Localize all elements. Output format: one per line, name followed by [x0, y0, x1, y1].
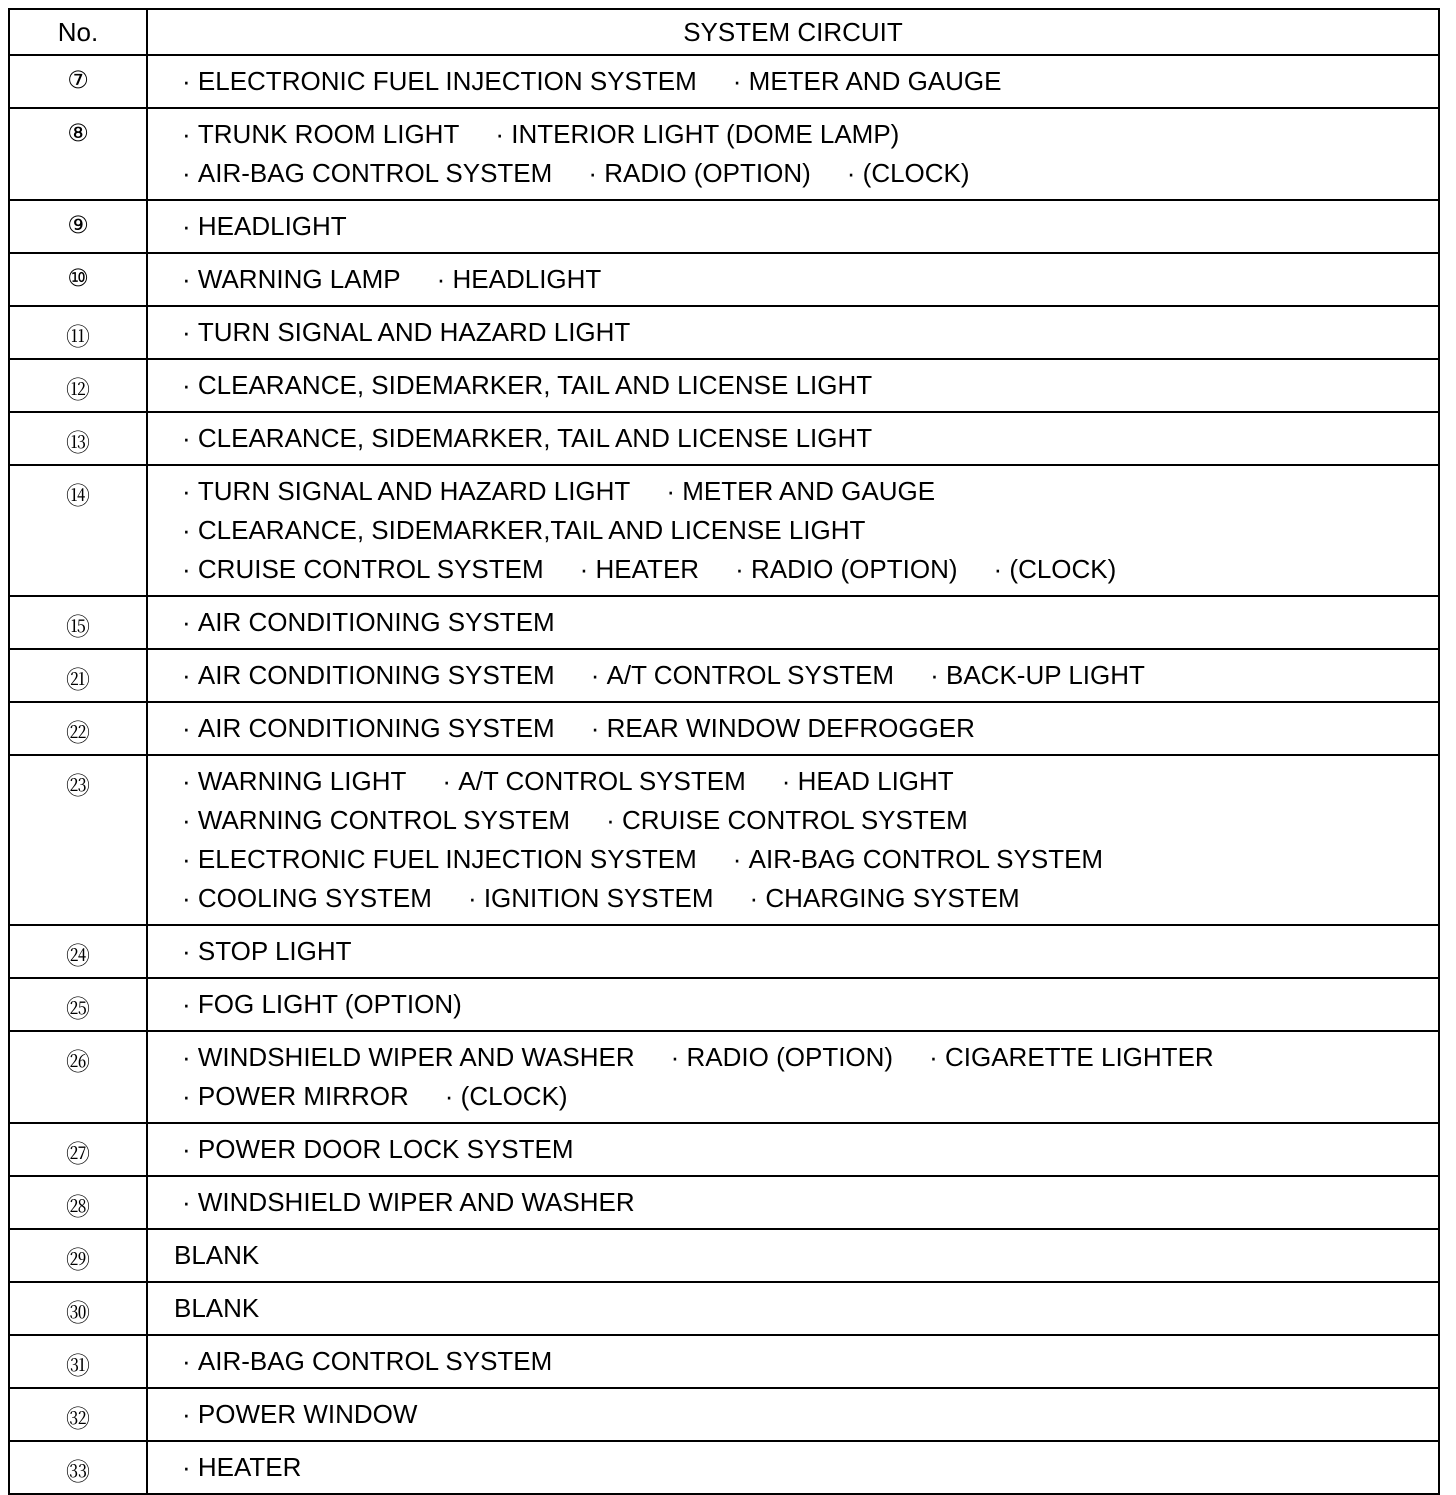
circuit-item: · CLEARANCE, SIDEMARKER, TAIL AND LICENSE LIGHT: [182, 366, 872, 405]
table-row: [9, 1229, 1439, 1282]
system-circuit-cell: [147, 412, 1439, 465]
circuit-line: [174, 1236, 1438, 1275]
circuit-item: · RADIO (OPTION): [671, 1038, 893, 1077]
circuit-item: · RADIO (OPTION): [735, 550, 957, 589]
table-row: [9, 649, 1439, 702]
fuse-number: ⑩: [9, 253, 147, 306]
circuit-item: · AIR CONDITIONING SYSTEM: [182, 709, 555, 748]
system-circuit-cell: [147, 1176, 1439, 1229]
circuit-line: [182, 932, 1438, 971]
circuit-item: · HEADLIGHT: [182, 207, 347, 246]
circuit-line: [182, 62, 1438, 101]
table-row: [9, 978, 1439, 1031]
table-row: [9, 755, 1439, 925]
circuit-line: [182, 1448, 1438, 1487]
circuit-line: [182, 1183, 1438, 1222]
table-row: [9, 306, 1439, 359]
circuit-line: [182, 1342, 1438, 1381]
system-circuit-cell: [147, 200, 1439, 253]
circuit-line: [182, 207, 1438, 246]
circuit-line: [182, 1130, 1438, 1169]
system-circuit-cell: [147, 465, 1439, 596]
system-circuit-cell: [147, 1441, 1439, 1494]
fuse-number: ㉛: [9, 1335, 147, 1388]
table-row: [9, 465, 1439, 596]
system-circuit-cell: [147, 596, 1439, 649]
circuit-item: · A/T CONTROL SYSTEM: [442, 762, 745, 801]
fuse-number: ⑧: [9, 108, 147, 200]
fuse-number: ㉓: [9, 755, 147, 925]
table-row: [9, 1123, 1439, 1176]
system-circuit-cell: [147, 702, 1439, 755]
fuse-number: ㉜: [9, 1388, 147, 1441]
circuit-item: · POWER WINDOW: [182, 1395, 417, 1434]
circuit-item: · FOG LIGHT (OPTION): [182, 985, 462, 1024]
circuit-item: · AIR-BAG CONTROL SYSTEM: [182, 1342, 552, 1381]
circuit-item: · CHARGING SYSTEM: [750, 879, 1020, 918]
circuit-line: [182, 419, 1438, 458]
column-header-system-circuit: SYSTEM CIRCUIT: [147, 9, 1439, 55]
circuit-item: · POWER DOOR LOCK SYSTEM: [182, 1130, 574, 1169]
blank-label: BLANK: [174, 1240, 260, 1270]
circuit-item: · TRUNK ROOM LIGHT: [182, 115, 459, 154]
circuit-item: · AIR-BAG CONTROL SYSTEM: [733, 840, 1103, 879]
table-body: [9, 55, 1439, 1494]
circuit-line: [182, 1077, 1438, 1116]
system-circuit-cell: [147, 925, 1439, 978]
circuit-item: · BACK-UP LIGHT: [930, 656, 1145, 695]
fuse-number: ㉔: [9, 925, 147, 978]
table-row: [9, 359, 1439, 412]
circuit-item: · CRUISE CONTROL SYSTEM: [606, 801, 968, 840]
system-circuit-cell: [147, 978, 1439, 1031]
circuit-item: · WARNING LIGHT: [182, 762, 406, 801]
circuit-item: · WARNING CONTROL SYSTEM: [182, 801, 570, 840]
circuit-line: [174, 1289, 1438, 1328]
circuit-item: · AIR CONDITIONING SYSTEM: [182, 656, 555, 695]
fuse-number: ㉘: [9, 1176, 147, 1229]
fuse-number: ㉙: [9, 1229, 147, 1282]
fuse-number: ㉖: [9, 1031, 147, 1123]
circuit-item: · COOLING SYSTEM: [182, 879, 432, 918]
circuit-item: · HEATER: [182, 1448, 301, 1487]
system-circuit-cell: [147, 359, 1439, 412]
system-circuit-cell: [147, 55, 1439, 108]
circuit-line: [182, 762, 1438, 801]
circuit-item: · METER AND GAUGE: [666, 472, 935, 511]
fuse-number: ㉝: [9, 1441, 147, 1494]
circuit-item: · HEATER: [580, 550, 699, 589]
fuse-number: ⑦: [9, 55, 147, 108]
circuit-line: [182, 366, 1438, 405]
table-row: [9, 55, 1439, 108]
circuit-line: [182, 154, 1438, 193]
circuit-item: · AIR-BAG CONTROL SYSTEM: [182, 154, 552, 193]
column-header-no: No.: [9, 9, 147, 55]
circuit-line: [182, 260, 1438, 299]
system-circuit-cell: [147, 108, 1439, 200]
circuit-line: [182, 115, 1438, 154]
table-row: [9, 253, 1439, 306]
circuit-item: · (CLOCK): [994, 550, 1117, 589]
circuit-line: [182, 603, 1438, 642]
circuit-item: · WINDSHIELD WIPER AND WASHER: [182, 1183, 635, 1222]
circuit-line: [182, 472, 1438, 511]
table-row: [9, 108, 1439, 200]
circuit-line: [182, 656, 1438, 695]
fuse-number: ㉑: [9, 649, 147, 702]
system-circuit-cell: [147, 306, 1439, 359]
circuit-line: [182, 985, 1438, 1024]
fuse-number: ⑬: [9, 412, 147, 465]
table-row: [9, 1441, 1439, 1494]
circuit-item: · AIR CONDITIONING SYSTEM: [182, 603, 555, 642]
circuit-line: [182, 511, 1438, 550]
fuse-number: ⑫: [9, 359, 147, 412]
table-row: [9, 412, 1439, 465]
circuit-item: · HEAD LIGHT: [782, 762, 954, 801]
fuse-number: ⑪: [9, 306, 147, 359]
circuit-item: · RADIO (OPTION): [588, 154, 810, 193]
fuse-circuit-table: [8, 8, 1440, 1495]
circuit-item: · TURN SIGNAL AND HAZARD LIGHT: [182, 313, 630, 352]
circuit-item: · CIGARETTE LIGHTER: [929, 1038, 1214, 1077]
circuit-item: · CLEARANCE, SIDEMARKER, TAIL AND LICENSE LIGHT: [182, 419, 872, 458]
circuit-item: · HEADLIGHT: [437, 260, 602, 299]
fuse-number: ⑮: [9, 596, 147, 649]
table-row: [9, 702, 1439, 755]
circuit-item: · CLEARANCE, SIDEMARKER,TAIL AND LICENSE LIGHT: [182, 511, 865, 550]
circuit-item: · ELECTRONIC FUEL INJECTION SYSTEM: [182, 62, 697, 101]
blank-label: BLANK: [174, 1293, 260, 1323]
fuse-number: ⑨: [9, 200, 147, 253]
table-row: [9, 925, 1439, 978]
circuit-line: [182, 801, 1438, 840]
system-circuit-cell: [147, 649, 1439, 702]
circuit-item: · REAR WINDOW DEFROGGER: [591, 709, 975, 748]
system-circuit-cell: [147, 755, 1439, 925]
table-row: [9, 1031, 1439, 1123]
circuit-item: · (CLOCK): [445, 1077, 568, 1116]
circuit-item: · CRUISE CONTROL SYSTEM: [182, 550, 544, 589]
system-circuit-cell: [147, 253, 1439, 306]
circuit-line: [182, 550, 1438, 589]
system-circuit-cell: [147, 1282, 1439, 1335]
table-row: [9, 1282, 1439, 1335]
fuse-number: ㉕: [9, 978, 147, 1031]
circuit-item: · STOP LIGHT: [182, 932, 352, 971]
table-row: [9, 1176, 1439, 1229]
table-row: [9, 1335, 1439, 1388]
circuit-line: [182, 879, 1438, 918]
fuse-number: ㉗: [9, 1123, 147, 1176]
circuit-line: [182, 313, 1438, 352]
fuse-number: ㉚: [9, 1282, 147, 1335]
system-circuit-cell: [147, 1388, 1439, 1441]
system-circuit-cell: [147, 1335, 1439, 1388]
circuit-item: · INTERIOR LIGHT (DOME LAMP): [495, 115, 899, 154]
circuit-line: [182, 1395, 1438, 1434]
circuit-line: [182, 709, 1438, 748]
circuit-item: · METER AND GAUGE: [733, 62, 1002, 101]
system-circuit-cell: [147, 1123, 1439, 1176]
circuit-item: · POWER MIRROR: [182, 1077, 409, 1116]
table-row: [9, 200, 1439, 253]
table-header-row: [9, 9, 1439, 55]
fuse-number: ㉒: [9, 702, 147, 755]
circuit-item: · TURN SIGNAL AND HAZARD LIGHT: [182, 472, 630, 511]
circuit-item: · ELECTRONIC FUEL INJECTION SYSTEM: [182, 840, 697, 879]
circuit-item: · WARNING LAMP: [182, 260, 401, 299]
circuit-item: · WINDSHIELD WIPER AND WASHER: [182, 1038, 635, 1077]
fuse-number: ⑭: [9, 465, 147, 596]
circuit-item: · (CLOCK): [847, 154, 970, 193]
system-circuit-cell: [147, 1229, 1439, 1282]
table-row: [9, 596, 1439, 649]
circuit-item: · A/T CONTROL SYSTEM: [591, 656, 894, 695]
system-circuit-cell: [147, 1031, 1439, 1123]
circuit-line: [182, 1038, 1438, 1077]
circuit-item: · IGNITION SYSTEM: [468, 879, 714, 918]
table-row: [9, 1388, 1439, 1441]
circuit-line: [182, 840, 1438, 879]
